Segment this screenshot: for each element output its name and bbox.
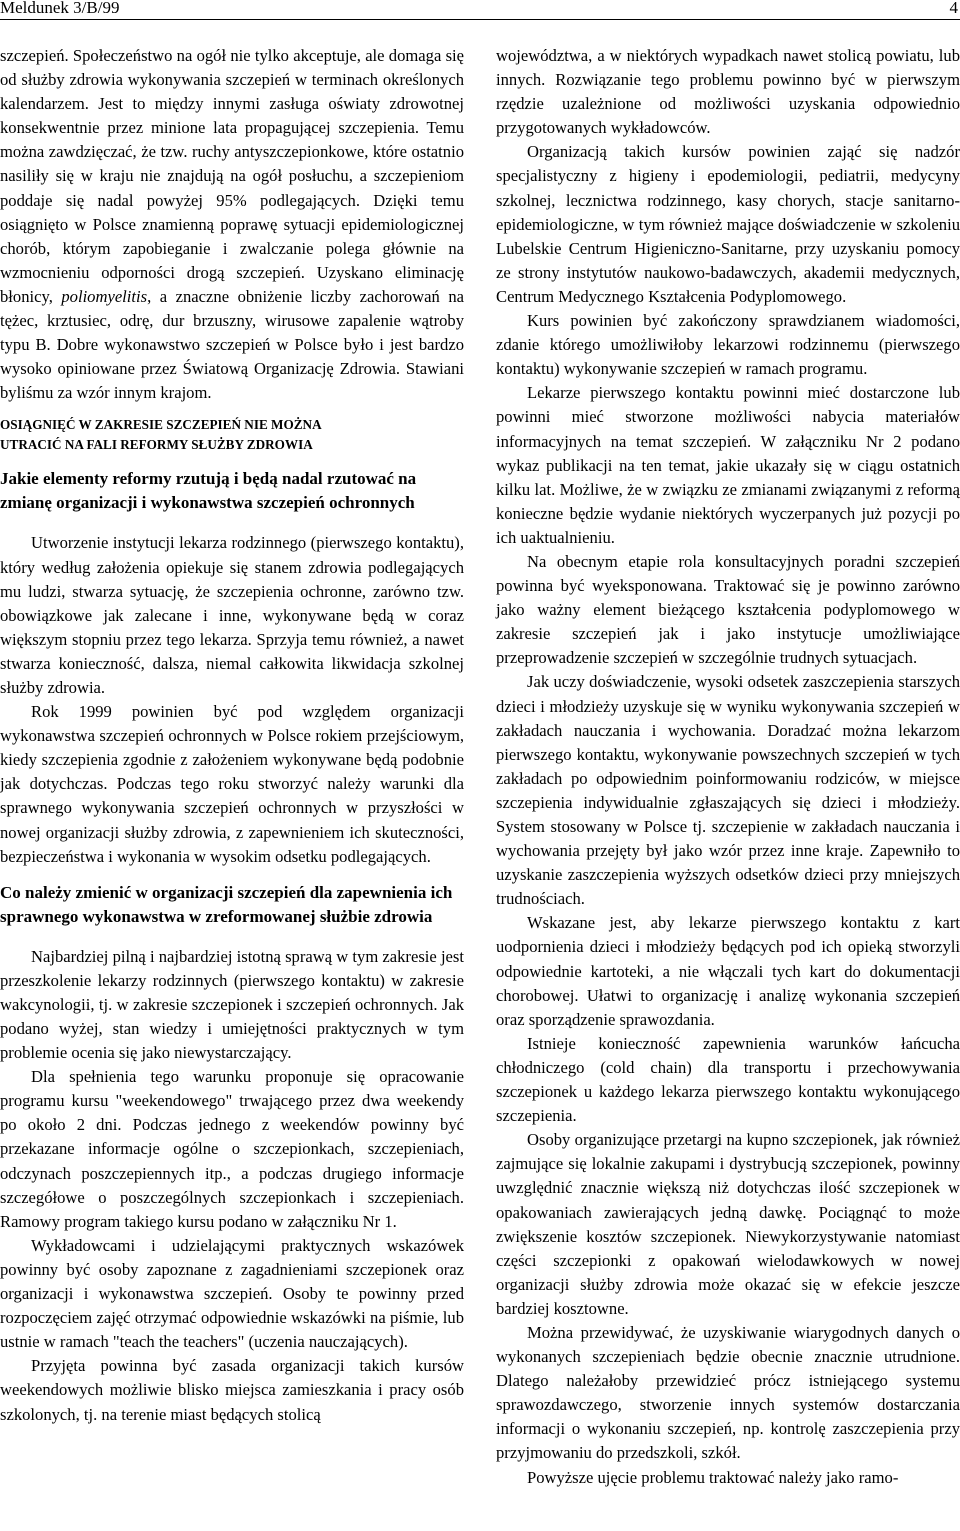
paragraph: Istnieje konieczność zapewnienia warunków łańcucha chłodniczego (cold chain) dla transportu i przechowywania szczepionek u każdego lekarza pierwszego kontaktu wykonującego szczepienia.: [496, 1033, 960, 1126]
section-heading: OSIĄGNIĘĆ W ZAKRESIE SZCZEPIEŃ NIE MOŻNA UTRACIĆ NA FALI REFORMY SŁUŻBY ZDROWIA: [0, 417, 322, 453]
subheading: Co należy zmienić w organizacji szczepień dla zapewnienia ich sprawnego wykonawstwa w zreformowanej służbie zdrowia: [0, 882, 453, 926]
paragraph: Na obecnym etapie rola konsultacyjnych poradni szczepień powinna być wyeksponowana. Traktować się je powinno zarówno jako ważny element bieżącego kształcenia podyplomowego w zakresie szczepień jak i jako instytucje umożliwiające przeprowadzenie szczepień w szczególnie trudnych sytuacjach.: [496, 551, 960, 668]
paragraph: Wykładowcami i udzielającymi praktycznych wskazówek powinny być osoby zapoznane z zagadnieniami szczepionek oraz organizacji i wykonawstwa szczepień. Osoby te powinny przed rozpoczęciem zajęć otrzymać odpowiednie wskazówki na piśmie, lub ustnie w ramach "teach the teachers" (uczenia nauczających).: [0, 1235, 464, 1352]
paragraph: Lekarze pierwszego kontaktu powinni mieć dostarczone lub powinni mieć stworzone możliwości nabycia materiałów informacyjnych na temat szczepień. W załączniku Nr 2 podano wykaz publikacji na ten temat, jakie ukazały się w ciągu ostatnich kilku lat. Możliwe, że w związku ze zmianami związanymi z reformą konieczne będzie wydanie niektórych wyczerpanych już pozycji po ich uaktualnieniu.: [496, 383, 960, 547]
paragraph: szczepień. Społeczeństwo na ogół nie tylko akceptuje, ale domaga się od służby zdrowia wykonywania szczepień w terminach określonych kalendarzem. Jest to między innymi zasługa oświaty zdrowotnej konsekwentnie przez minione lata propagującej szczepienia. Temu można zawdzięczać, że tzw. ruchy antyszczepionkowe, które ostatnio nasiliły się w kraju nie znajdują na ogół posłuchu, a szczepieniom poddaje się nadal powyżej 95% podlegających. Dzięki temu osiągnięto w Polsce znamienną poprawę sytuacji epidemiologicznej chorób, którym zapobieganie i zwalczanie polega głównie na wzmocnieniu odporności drogą szczepień. Uzyskano eliminację błonicy, poliomyelitis, a znaczne obniżenie liczby zachorowań na tężec, krztusiec, odrę, dur brzuszny, wirusowe zapalenie wątroby typu B. Dobre wykonawstwo szczepień w Polsce było i jest bardzo wysoko opiniowane przez Światową Organizację Zdrowia. Stawiani byliśmu za wzór innym krajom.: [0, 46, 464, 403]
paragraph: Kurs powinien być zakończony sprawdzianem wiadomości, zdanie którego umożliwiłoby lekarzowi rodzinnemu (pierwszego kontaktu) wykonywanie szczepień w ramach programu.: [496, 311, 960, 379]
right-column: [496, 44, 960, 1490]
paragraph: Przyjęta powinna być zasada organizacji takich kursów weekendowych możliwie blisko miejsca zamieszkania i pracy osób szkolonych, tj. na terenie miast będących stolicą: [0, 1356, 464, 1424]
paragraph: Powyższe ujęcie problemu traktować należy jako ramo-: [527, 1467, 899, 1487]
paragraph: Można przewidywać, że uzyskiwanie wiarygodnych danych o wykonanych szczepieniach będzie obecnie znacznie utrudnione. Dlatego należałoby przewidzieć prócz istniejącego systemu sprawozdawczego, stworzenie innych systemów dostarczania informacji o wykonaniu szczepień, np. kontrolę zaszczepienia przy przyjmowaniu do przedszkoli, szkół.: [496, 1322, 960, 1463]
paragraph: Dla spełnienia tego warunku proponuje się opracowanie programu kursu "weekendowego" trwającego przez dwa weekendy po około 2 dni. Podczas jednego z weekendów powinny być przekazane informacje ogólne o szczepionkach, szczepieniach, odczynach poszczepiennych itp., a podczas drugiego informacje szczegółowe o poszczególnych szczepionkach i szczepieniach. Ramowy program takiego kursu podano w załączniku Nr 1.: [0, 1067, 464, 1231]
paragraph: Utworzenie instytucji lekarza rodzinnego (pierwszego kontaktu), który według założenia opiekuje się stanem zdrowia podlegających mu ludzi, stwarza sytuację, że szczepienia ochronne, zarówno tzw. obowiązkowe jak zalecane i inne, wykonywane będą w coraz większym stopniu przez tego lekarza. Sprzyja temu również, a nawet stwarza konieczność, dalsza, niemal całkowita likwidacja szkolnej służby zdrowia.: [0, 533, 464, 697]
paragraph: Organizacją takich kursów powinien zająć się nadzór specjalistyczny z higieny i epodemiologii, pediatrii, medycyny szkolnej, lecznictwa rodzinnego, kasy chorych, stacje sanitarno-epidemiologiczne, w tym również mające doświadczenie w szkoleniu Lubelskie Centrum Higieniczno-Sanitarne, przy uzyskaniu pomocy ze strony instytutów naukowo-badawczych, akademii medycznych, Centrum Medycznego Kształcenia Podyplomowego.: [496, 142, 960, 306]
paragraph: Jak uczy doświadczenie, wysoki odsetek zaszczepienia starszych dzieci i młodzieży uzyskuje się w wyniku wykonywania szczepień w zakładach nauczania i wychowania. Doradzać można lekarzom pierwszego kontaktu, wykonywanie powszechnych szczepień w tych zakładach po odpowiednim poinformowaniu rodziców, w miejsce szczepienia indywidualnie zgłaszających się dzieci i młodzieży. System stosowany w Polsce tj. szczepienie w zakładach nauczania i wychowania przejęty był jako wzór przez inne kraje. Zapewniło to uzyskanie zaszczepienia wyższych odsetków dzieci przy mniejszych trudnościach.: [496, 672, 960, 909]
paragraph: Rok 1999 powinien być pod względem organizacji wykonawstwa szczepień ochronnych w Polsce rokiem przejściowym, kiedy szczepienia zgodnie z założeniem wykonywane będą podobnie jak dotychczas. Podczas tego roku stworzyć należy warunki dla sprawnego wykonywania szczepień ochronnych w przyszłości w nowej organizacji służby zdrowia, z zapewnieniem ich skuteczności, bezpieczeństwa i wykonania w wysokim odsetku podlegających.: [0, 702, 464, 866]
publication-title: Meldunek 3/B/99: [0, 0, 120, 17]
paragraph: Wskazane jest, aby lekarze pierwszego kontaktu z kart uodpornienia dzieci i młodzieży będących pod ich opieką stworzyli odpowiednie kartoteki, a nie włączali tych kart do dokumentacji chorobowej. Ułatwi to organizację i analizę wykonania szczepień oraz sporządzenie sprawozdania.: [496, 913, 960, 1029]
paragraph: Najbardziej pilną i najbardziej istotną sprawą w tym zakresie jest przeszkolenie lekarzy rodzinnych (pierwszego kontaktu) w zakresie wakcynologii, tj. w zakresie szczepionek i szczepień ochronnych. Jak podano wyżej, stan wiedzy i umiejętności praktycznych w tym problemie ocenia się jako niewystarczający.: [0, 946, 464, 1063]
paragraph: Osoby organizujące przetargi na kupno szczepionek, jak również zajmujące się lokalnie zakupami i dystrybucją szczepionek, powinny uwzględnić znacznie większą niż dotychczas ilość szczepionek w opakowaniach zawierających jedną dawkę. Pociągnąć to może zwiększenie kosztów szczepionek. Niewykorzystywanie natomiast części szczepionki z opakowań wielodawkowych w nowej organizacji służby zdrowia może okazać się w efekcie jeszcze bardziej kosztowne.: [496, 1130, 960, 1318]
subheading: Jakie elementy reformy rzutują i będą nadal rzutować na zmianę organizacji i wykonawstwa szczepień ochronnych: [0, 469, 417, 513]
page-header: [0, 0, 960, 20]
paragraph: województwa, a w niektórych wypadkach nawet stolicą powiatu, lub innych. Rozwiązanie tego problemu powinno być w pierwszym rzędzie uzależnione od możliwości uzyskania odpowiednio przygotowanych wykładowców.: [496, 46, 960, 138]
left-column: [0, 44, 464, 1427]
italic-term: poliomyelitis: [61, 286, 148, 306]
page-number: 4: [949, 0, 958, 17]
